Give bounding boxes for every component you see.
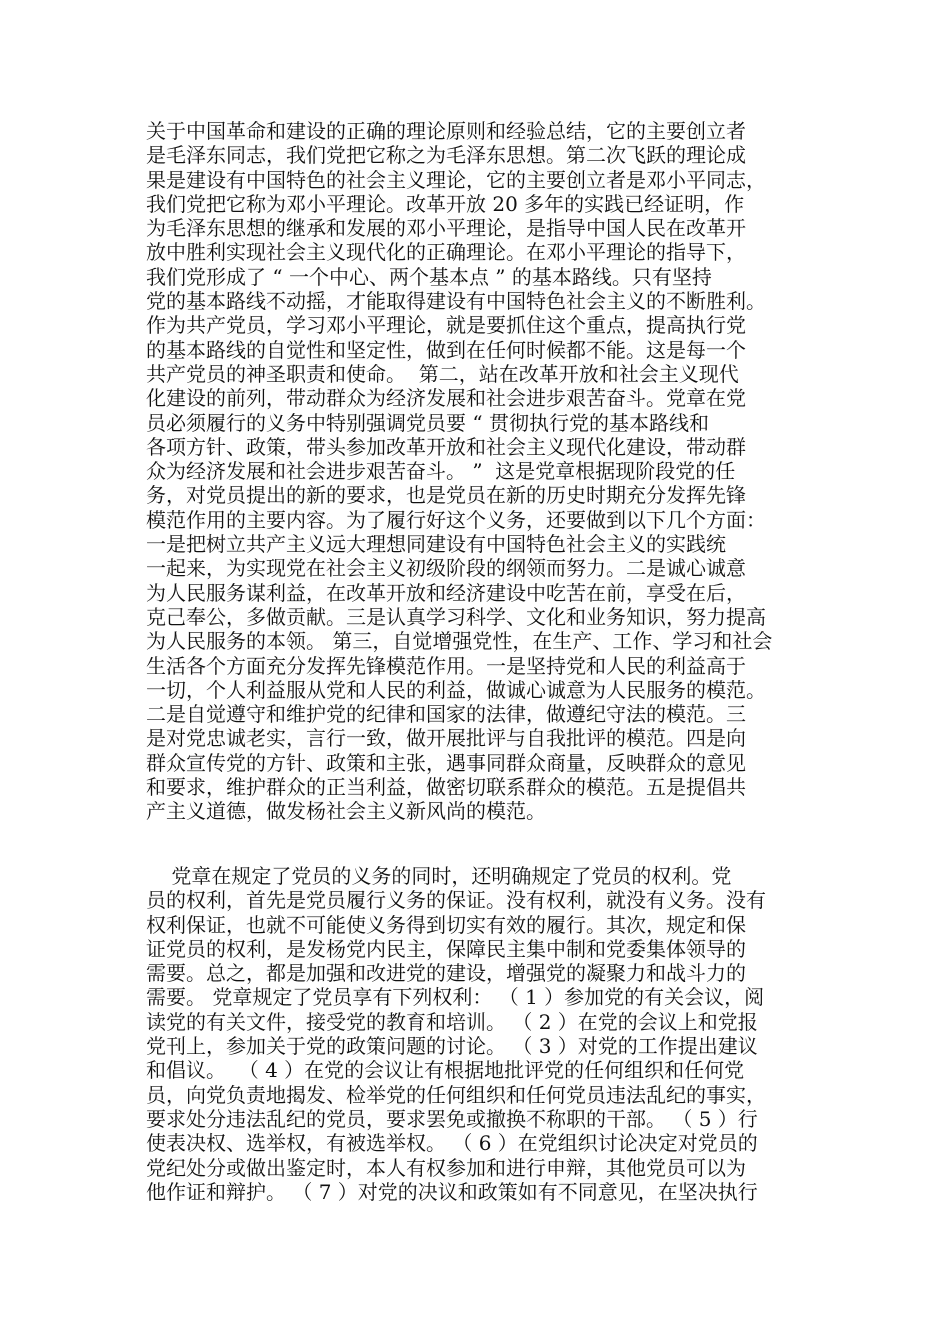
text-line: 产主义道德，做发杨社会主义新风尚的模范。	[146, 799, 546, 824]
text-line: 需要。 党章规定了党员享有下列权利： （ 1 ）参加党的有关会议，阅	[146, 985, 765, 1010]
text-line: 需要。总之，都是加强和改进党的建设，增强党的凝聚力和战斗力的	[146, 961, 746, 986]
text-line: 是毛泽东同志，我们党把它称之为毛泽东思想。第二次飞跃的理论成	[146, 143, 746, 168]
text-line: 员的权利，首先是党员履行义务的保证。没有权利，就没有义务。没有	[146, 888, 766, 913]
text-line: 和倡议。 （ 4 ）在党的会议让有根据地批评党的任何组织和任何党	[146, 1058, 745, 1083]
text-line: 作为共产党员，学习邓小平理论，就是要抓住这个重点，提高执行党	[146, 313, 746, 338]
text-line: 权利保证，也就不可能使义务得到切实有效的履行。其次，规定和保	[146, 912, 746, 937]
text-line: 读党的有关文件，接受党的教育和培训。 （ 2 ）在党的会议上和党报	[146, 1009, 758, 1034]
text-line: 我们党形成了 “ 一个中心、两个基本点 ” 的基本路线。只有坚持	[146, 264, 712, 289]
text-line: 一是把树立共产主义远大理想同建设有中国特色社会主义的实践统	[146, 532, 726, 557]
text-line: 我们党把它称为邓小平理论。改革开放 20 多年的实践已经证明，作	[146, 191, 745, 216]
text-line: 放中胜利实现社会主义现代化的正确理论。在邓小平理论的指导下，	[146, 240, 746, 265]
text-line: 使表决权、选举权，有被选举权。 （ 6 ）在党组织讨论决定对党员的	[146, 1131, 758, 1156]
text-line: 党章在规定了党员的义务的同时，还明确规定了党员的权利。党	[146, 864, 732, 888]
text-line: 一起来，为实现党在社会主义初级阶段的纲领而努力。二是诚心诚意	[146, 556, 746, 581]
text-line: 克己奉公，多做贡献。三是认真学习科学、文化和业务知识，努力提高	[146, 604, 766, 629]
text-line: 为毛泽东思想的继承和发展的邓小平理论，是指导中国人民在改革开	[146, 216, 746, 241]
text-line: 一切，个人利益服从党和人民的利益，做诚心诚意为人民服务的模范。	[146, 677, 766, 702]
text-line: 模范作用的主要内容。为了履行好这个义务，还要做到以下几个方面：	[146, 507, 766, 532]
text-line: 党刊上，参加关于党的政策问题的讨论。 （ 3 ）对党的工作提出建议	[146, 1034, 758, 1059]
text-line: 是对党忠诚老实，言行一致，做开展批评与自我批评的模范。四是向	[146, 726, 746, 751]
text-line: 生活各个方面充分发挥先锋模范作用。一是坚持党和人民的利益高于	[146, 653, 746, 678]
text-line: 群众宣传党的方针、政策和主张，遇事同群众商量，反映群众的意见	[146, 750, 746, 775]
text-line: 党纪处分或做出鉴定时，本人有权参加和进行申辩，其他党员可以为	[146, 1155, 746, 1180]
text-line: 党的基本路线不动摇，才能取得建设有中国特色社会主义的不断胜利。	[146, 289, 766, 314]
text-line: 共产党员的神圣职责和使命。 第二，站在改革开放和社会主义现代	[146, 361, 739, 386]
text-line: 为人民服务谋利益，在改革开放和经济建设中吃苦在前，享受在后，	[146, 580, 746, 605]
text-line: 二是自觉遵守和维护党的纪律和国家的法律，做遵纪守法的模范。三	[146, 702, 746, 727]
text-line: 和要求，维护群众的正当利益，做密切联系群众的模范。五是提倡共	[146, 775, 746, 800]
text-line: 他作证和辩护。 （ 7 ）对党的决议和政策如有不同意见，在坚决执行	[146, 1179, 758, 1204]
text-line: 员，向党负责地揭发、检举党的任何组织和任何党员违法乱纪的事实，	[146, 1082, 766, 1107]
paragraph-obligations	[146, 119, 812, 824]
text-line: 果是建设有中国特色的社会主义理论，它的主要创立者是邓小平同志，	[146, 167, 766, 192]
text-line: 员必须履行的义务中特别强调党员要 “ 贯彻执行党的基本路线和	[146, 410, 709, 435]
text-line: 化建设的前列，带动群众为经济发展和社会进步艰苦奋斗。党章在党	[146, 386, 746, 411]
text-line: 关于中国革命和建设的正确的理论原则和经验总结，它的主要创立者	[146, 119, 746, 143]
text-line: 要求处分违法乱纪的党员，要求罢免或撤换不称职的干部。 （ 5 ）行	[146, 1106, 758, 1131]
text-line: 的基本路线的自觉性和坚定性，做到在任何时候都不能。这是每一个	[146, 337, 746, 362]
text-line: 为人民服务的本领。 第三，自觉增强党性，在生产、工作、学习和社会	[146, 629, 773, 654]
text-line: 各项方针、政策，带头参加改革开放和社会主义现代化建设，带动群	[146, 434, 746, 459]
text-line: 证党员的权利，是发杨党内民主，保障民主集中制和党委集体领导的	[146, 936, 746, 961]
paragraph-rights	[146, 864, 812, 1204]
text-line: 务，对党员提出的新的要求，也是党员在新的历史时期充分发挥先锋	[146, 483, 746, 508]
text-line: 众为经济发展和社会进步艰苦奋斗。 ” 这是党章根据现阶段党的任	[146, 459, 736, 484]
